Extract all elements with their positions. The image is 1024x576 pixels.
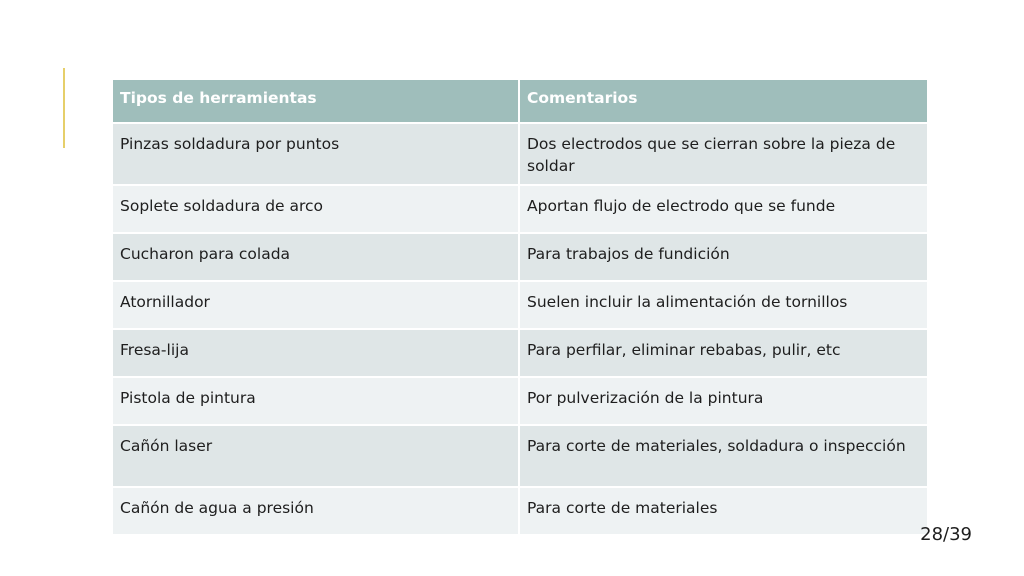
tool-cell: Soplete soldadura de arco xyxy=(112,185,519,233)
tool-cell: Cañón de agua a presión xyxy=(112,487,519,535)
comment-cell: Para perfilar, eliminar rebabas, pulir, etc xyxy=(519,329,928,377)
comment-cell: Aportan flujo de electrodo que se funde xyxy=(519,185,928,233)
comment-cell: Para corte de materiales xyxy=(519,487,928,535)
table-row xyxy=(112,329,928,377)
tool-cell: Atornillador xyxy=(112,281,519,329)
table-row xyxy=(112,185,928,233)
tool-cell: Cañón laser xyxy=(112,425,519,487)
header-tool-types: Tipos de herramientas xyxy=(112,79,519,123)
header-comments: Comentarios xyxy=(519,79,928,123)
table-header-row xyxy=(112,79,928,123)
tool-cell: Pinzas soldadura por puntos xyxy=(112,123,519,185)
accent-bar xyxy=(63,68,65,148)
tools-table xyxy=(111,78,929,536)
tool-cell: Cucharon para colada xyxy=(112,233,519,281)
table-row xyxy=(112,377,928,425)
comment-cell: Por pulverización de la pintura xyxy=(519,377,928,425)
table-row xyxy=(112,487,928,535)
comment-cell: Dos electrodos que se cierran sobre la pieza de soldar xyxy=(519,123,928,185)
table-row xyxy=(112,281,928,329)
comment-cell: Suelen incluir la alimentación de tornillos xyxy=(519,281,928,329)
page-number: 28/39 xyxy=(920,524,972,545)
tool-cell: Pistola de pintura xyxy=(112,377,519,425)
comment-cell: Para trabajos de fundición xyxy=(519,233,928,281)
tool-cell: Fresa-lija xyxy=(112,329,519,377)
comment-cell: Para corte de materiales, soldadura o inspección xyxy=(519,425,928,487)
table-row xyxy=(112,123,928,185)
table-row xyxy=(112,233,928,281)
table-row xyxy=(112,425,928,487)
